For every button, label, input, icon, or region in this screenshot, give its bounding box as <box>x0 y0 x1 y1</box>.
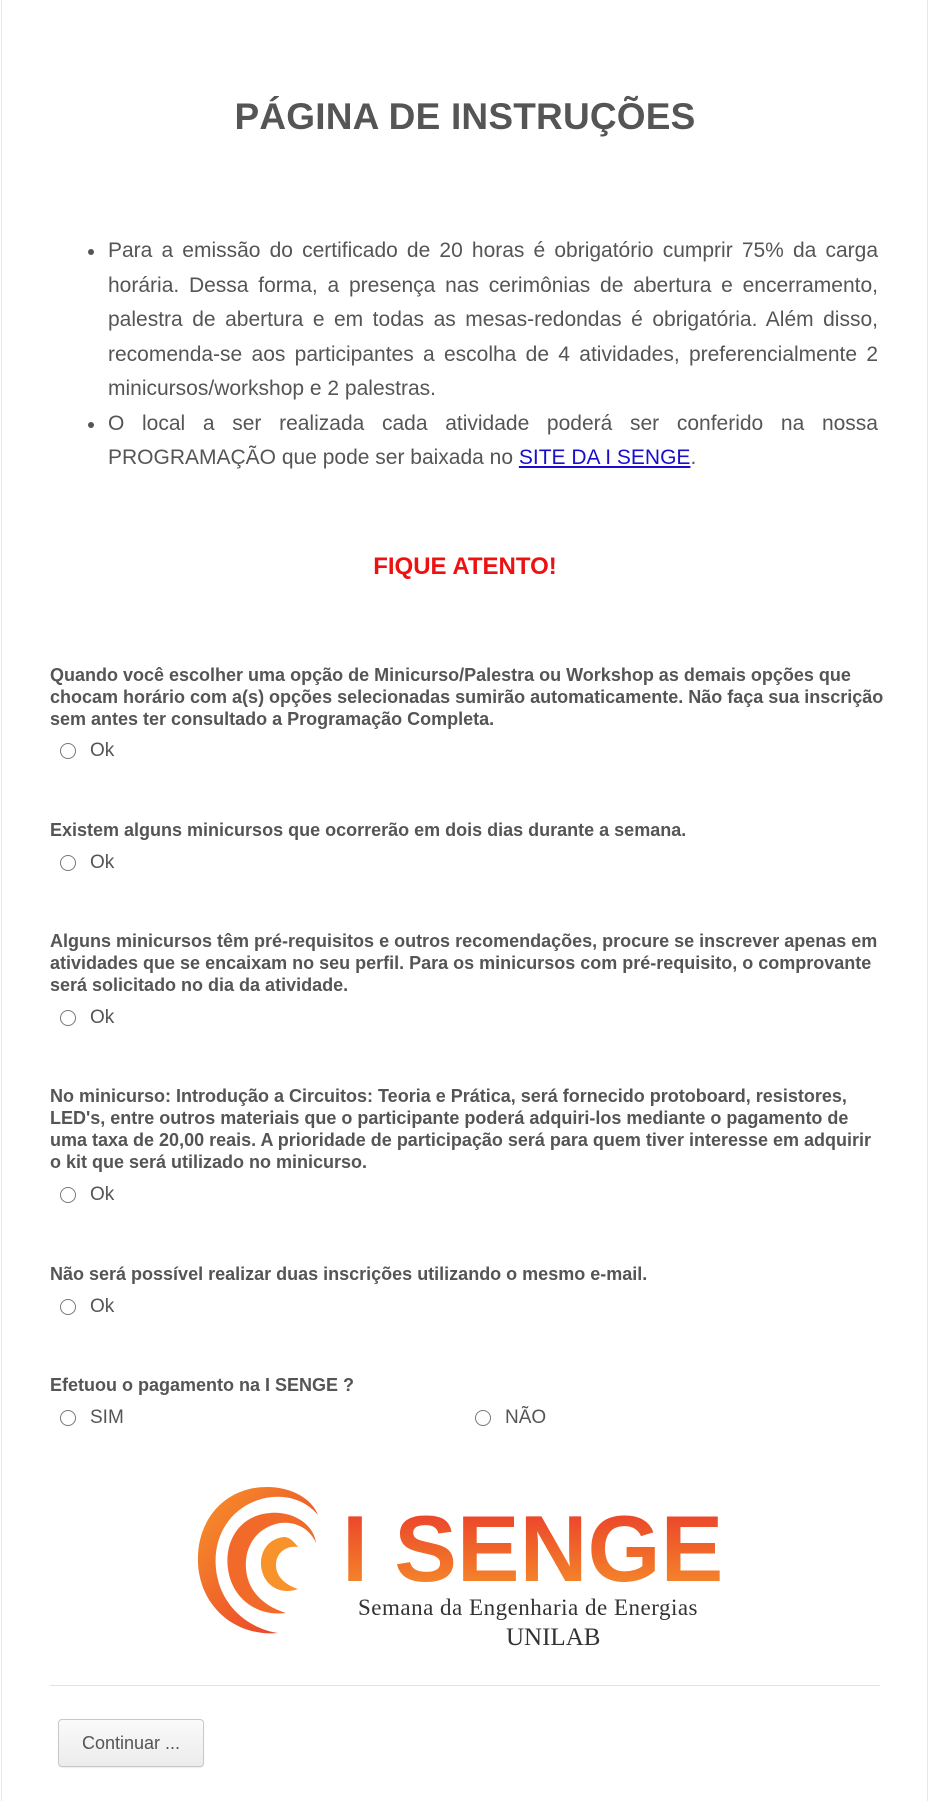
payment-yes-option[interactable] <box>60 1407 124 1429</box>
ok-radio-option[interactable] <box>60 1007 114 1029</box>
radio-button[interactable] <box>60 1410 76 1426</box>
logo-title: I SENGE <box>342 1496 724 1601</box>
radio-button[interactable] <box>60 855 76 871</box>
isenge-logo <box>192 1477 742 1657</box>
question-label: No minicurso: Introdução a Circuitos: Teoria e Prática, será fornecido protoboard, resistores, LED's, entre outros materiais que o participante poderá adquiri-los mediante o pagamento de uma taxa de 20,00 reais. A prioridade de participação será para quem tiver interesse em adquirir o kit que será utilizado no minicurso. <box>50 1086 872 1172</box>
page-title: PÁGINA DE INSTRUÇÕES <box>234 96 696 137</box>
radio-label: Ok <box>90 1184 115 1205</box>
instructions-list <box>108 234 878 476</box>
radio-button[interactable] <box>60 1299 76 1315</box>
radio-button[interactable] <box>475 1410 491 1426</box>
radio-button[interactable] <box>60 1187 76 1203</box>
logo-org: UNILAB <box>506 1624 601 1651</box>
instruction-text: O local a ser realizada cada atividade poderá ser conferido na nossa PROGRAMAÇÃO que pode ser baixada no <box>108 411 878 469</box>
instruction-text: Para a emissão do certificado de 20 horas é obrigatório cumprir 75% da carga horária. Dessa forma, a presença nas cerimônias de abertura e encerramento, palestra de abertura e em todas as mesas-redondas é obrigatória. Além disso, recomenda-se aos participantes a escolha de 4 atividades, preferencialmente 2 minicursos/workshop e 2 palestras. <box>108 239 878 400</box>
radio-label: SIM <box>90 1407 124 1428</box>
instruction-item-location <box>108 407 878 476</box>
radio-label: Ok <box>90 1296 115 1317</box>
radio-label: Ok <box>90 1007 115 1028</box>
payment-no-option[interactable] <box>475 1407 546 1429</box>
payment-question-label: Efetuou o pagamento na I SENGE ? <box>50 1375 355 1395</box>
divider <box>50 1685 880 1686</box>
radio-label: Ok <box>90 852 115 873</box>
ok-radio-option[interactable] <box>60 740 114 762</box>
question-label: Quando você escolher uma opção de Minicurso/Palestra ou Workshop as demais opções que chocam horário com a(s) opções selecionadas sumirão automaticamente. Não faça sua inscrição sem antes ter consultado a Programação Completa. <box>50 665 884 729</box>
instruction-item-certificate <box>108 234 878 407</box>
attention-heading: FIQUE ATENTO! <box>373 553 557 580</box>
instruction-text: . <box>690 446 697 469</box>
question-label: Não será possível realizar duas inscrições utilizando o mesmo e-mail. <box>50 1264 648 1284</box>
radio-label: NÃO <box>505 1407 547 1428</box>
logo-ring-icon <box>198 1487 318 1633</box>
logo-subtitle: Semana da Engenharia de Energias <box>358 1595 698 1620</box>
site-link[interactable]: SITE DA I SENGE <box>518 446 691 469</box>
ok-radio-option[interactable] <box>60 852 114 874</box>
radio-label: Ok <box>90 740 115 761</box>
radio-button[interactable] <box>60 1010 76 1026</box>
continue-button[interactable]: Continuar ... <box>58 1719 204 1767</box>
radio-button[interactable] <box>60 743 76 759</box>
question-label: Alguns minicursos têm pré-requisitos e outros recomendações, procure se inscrever apenas em atividades que se encaixam no seu perfil. Para os minicursos com pré-requisito, o comprovante será solicitado no dia da atividade. <box>50 931 878 995</box>
ok-radio-option[interactable] <box>60 1184 114 1206</box>
ok-radio-option[interactable] <box>60 1296 114 1318</box>
question-label: Existem alguns minicursos que ocorrerão em dois dias durante a semana. <box>50 820 687 840</box>
